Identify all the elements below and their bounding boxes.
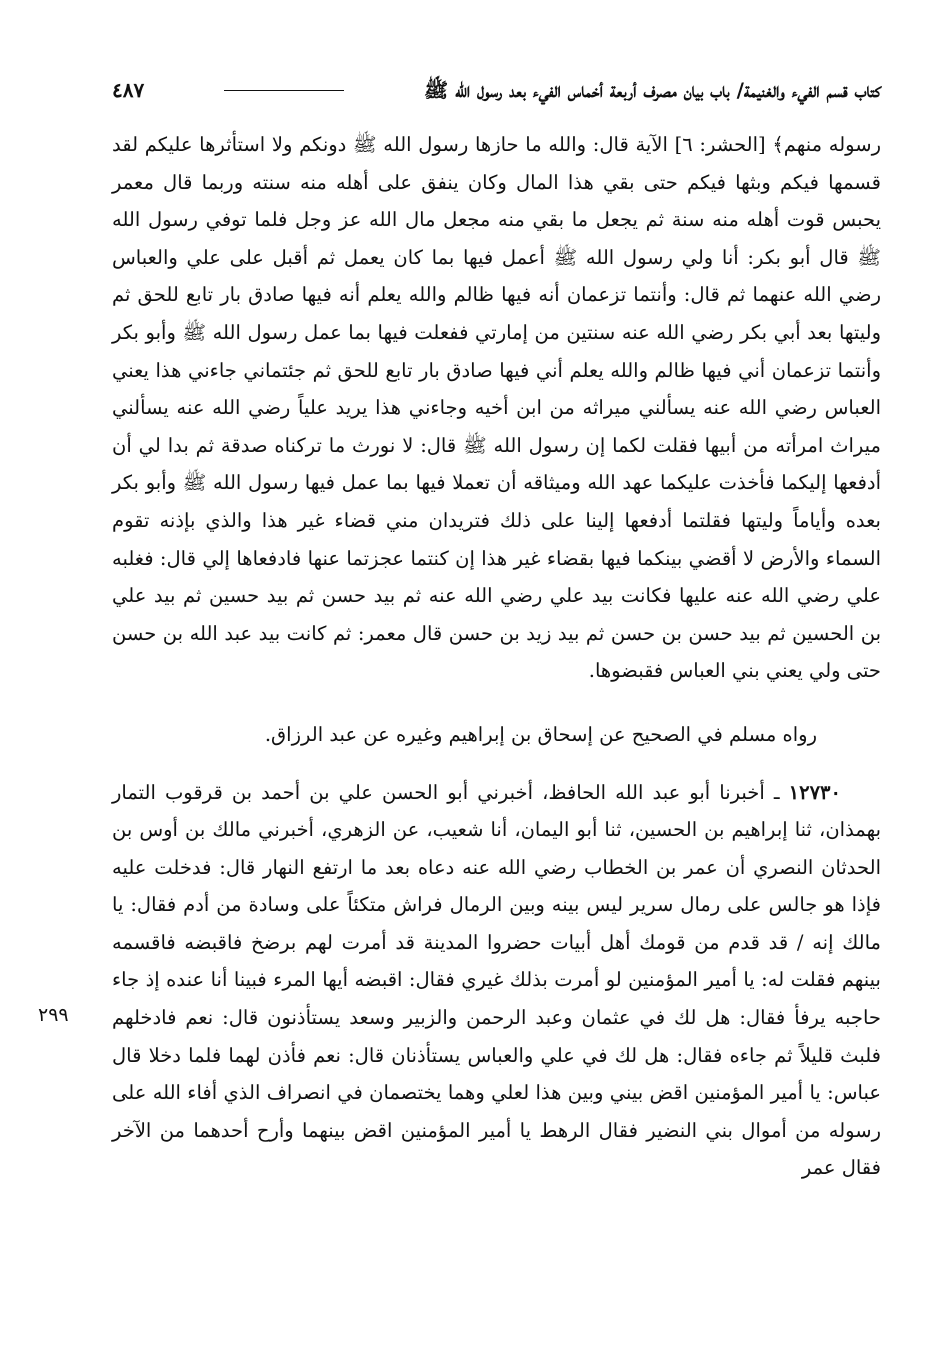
hadith-text: ـ أخبرنا أبو عبد الله الحافظ، أخبرني أبو الحسن علي بن أحمد بن قرقوب التمار بهمذان، ثنا إبراهيم بن الحسين، ثنا أبو اليمان، أنا شعيب، عن الزهري، أخبرني مالك بن أوس بن الحدثان النصري أن عمر بن الخطاب رضي الله عنه دعاه بعد ما ارتفع النهار قال: فدخلت عليه فإذا هو جالس على رمال سرير ليس بينه وبين الرمال فراش متكئاً على وسادة من أدم فقال: يا مالك إنه / قد قدم من قومك أهل أبيات حضروا المدينة قد أمرت لهم برضخ فاقبضه فاقسمه بينهم فقلت له: يا أمير المؤمنين لو أمرت بذلك غيري فقال: اقبضه أيها المرء فبينا أنا عنده إذ جاء حاجبه يرفأ فقال: هل لك في عثمان وعبد الرحمن والزبير وسعد يستأذنون قال: نعم فادخلهم فلبث قليلاً ثم جاءه فقال: هل لك في علي والعباس يستأذنان قال: نعم فأذن لهما فلما دخلا قال عباس: يا أمير المؤمنين اقض بيني وبين هذا لعلي وهما يختصمان في انصراف الذي أفاء الله على رسوله من أموال بني النضير فقال الرهط يا أمير المؤمنين اقض بينهما وأرح أحدهما من الآخر فقال عمر [112,780,881,1180]
header-rule [224,90,344,91]
paragraph-hadith [112,774,881,1188]
page [112,78,881,1350]
citation: رواه مسلم في الصحيح عن إسحاق بن إبراهيم وغيره عن عبد الرزاق. [264,722,817,746]
paragraph-text: رسوله منهم﴾ [الحشر: ٦] الآية قال: والله ما حازها رسول الله ﷺ دونكم ولا استأثرها عليكم لقد قسمها فيكم وبثها فيكم حتى بقي هذا المال وكان ينفق على أهله منه سنته وربما قال معمر يحبس قوت أهله منه سنة ثم يجعل ما بقي منه مجعل مال الله عز وجل فلما توفي رسول الله ﷺ قال أبو بكر: أنا ولي رسول الله ﷺ أعمل فيها بما كان يعمل ثم أقبل على علي والعباس رضي الله عنهما ثم قال: وأنتما تزعمان أنه فيها ظالم والله يعلم أنه فيها صادق بار تابع للحق ثم وليتها بعد أبي بكر رضي الله عنه سنتين من إمارتي ففعلت فيها بما عمل رسول الله ﷺ وأبو بكر وأنتما تزعمان أني فيها ظالم والله يعلم أني فيها صادق بار تابع للحق ثم جئتماني جاءني هذا يعني العباس رضي الله عنه يسألني ميراثه من ابن أخيه وجاءني هذا يريد علياً رضي الله عنه يسألني ميراث امرأته من أبيها فقلت لكما إن رسول الله ﷺ قال: لا نورث ما تركناه صدقة ثم بدا لي أن أدفعها إليكما فأخذت عليكما عهد الله وميثاقه أن تعملا فيها بما عمل فيها رسول الله ﷺ وأبو بكر بعده وأياماً وليتها فقلتما أدفعها إلينا على ذلك فتريدان مني قضاء غير هذا والذي بإذنه تقوم السماء والأرض لا أقضي بينكما فيها بقضاء غير هذا إن كنتما عجزتما عنها فادفعاها إلي قال: فغلبه علي رضي الله عنه عليها فكانت بيد علي رضي الله عنه ثم بيد حسن ثم بيد حسين ثم بيد علي بن الحسين ثم بيد حسن بن حسن ثم بيد زيد بن حسن قال معمر: ثم كانت بيد عبد الله بن حسن حتى ولي يعني بني العباس فقبضوها. [112,133,881,683]
paragraph-continuation [112,126,881,690]
margin-page-reference: ٢٩٩ [38,1004,69,1026]
page-number: ٤٨٧ [112,78,145,102]
header-title: كتاب قسم الفيء والغنيمة/ باب بيان مصرف أربعة أخماس الفيء بعد رسول الله ﷺ [423,78,881,102]
running-header [112,78,881,118]
hadith-number: ١٢٧٣٠ [788,780,841,804]
